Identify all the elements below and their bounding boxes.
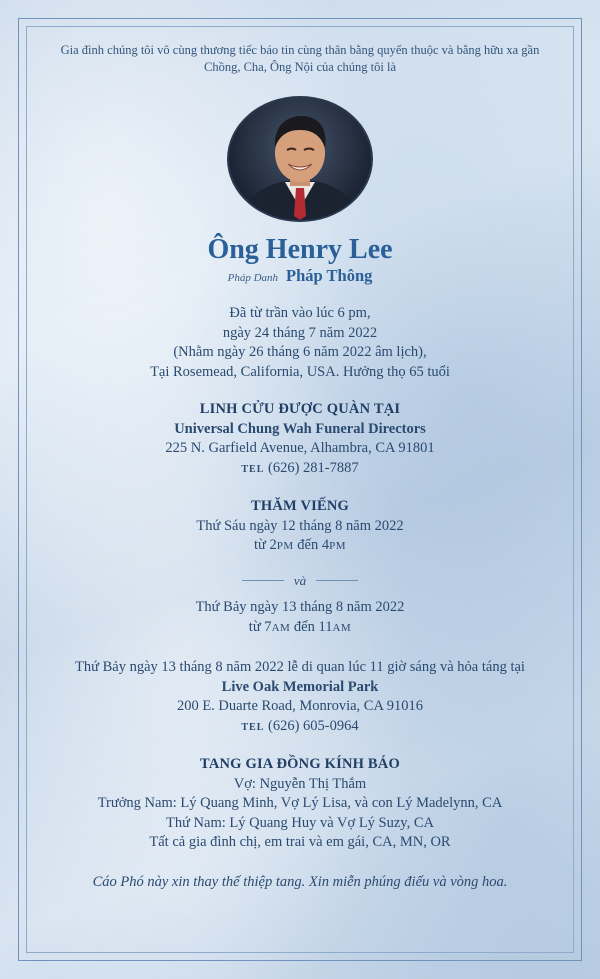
memorial-park-phone <box>30 717 570 738</box>
family-section <box>30 755 570 853</box>
family-heading: TANG GIA ĐỒNG KÍNH BÁO <box>200 756 400 772</box>
tel-number: (626) 281-7887 <box>268 459 359 476</box>
dharma-name-line <box>30 266 570 288</box>
visitation-time-2 <box>30 618 570 639</box>
family-wife: Vợ: Nguyễn Thị Thắm <box>233 775 367 792</box>
funeral-home-address: 225 N. Garfield Avenue, Alhambra, CA 91801 <box>165 440 435 456</box>
time-2-to: đến 11 <box>293 618 333 635</box>
dharma-name: Pháp Thông <box>286 266 373 285</box>
time-1-from-ampm: PM <box>276 540 294 552</box>
and-separator <box>30 571 570 591</box>
tel-label: TEL <box>241 463 265 475</box>
time-1-to: đến 4 <box>297 537 330 553</box>
intro-line-2: Chồng, Cha, Ông Nội của chúng tôi là <box>204 60 396 74</box>
viewing-place-section <box>30 400 570 479</box>
time-2-from: từ 7 <box>248 618 272 635</box>
passing-line-3: (Nhằm ngày 26 tháng 6 năm 2022 âm lịch), <box>173 344 427 360</box>
visitation-day-2: Thứ Bảy ngày 13 tháng 8 năm 2022 <box>195 599 405 615</box>
cremation-section <box>30 658 570 737</box>
passing-line-1: Đã từ trần vào lúc 6 pm, <box>229 305 371 321</box>
closing-note: Cáo Phó này xin thay thế thiệp tang. Xin miễn phúng điếu và vòng hoa. <box>92 873 508 890</box>
intro-line-1: Gia đình chúng tôi vô cùng thương tiếc báo tin cùng thân bằng quyến thuộc và bằng hữu xa gần <box>60 43 540 57</box>
family-others: Tất cả gia đình chị, em trai và em gái, CA, MN, OR <box>149 834 451 850</box>
separator-line-right <box>316 580 358 581</box>
dharma-prefix: Pháp Danh <box>227 272 279 284</box>
funeral-home-name: Universal Chung Wah Funeral Directors <box>174 420 426 437</box>
viewing-place-heading: LINH CỬU ĐƯỢC QUÀN TẠI <box>199 401 401 417</box>
tel-label: TEL <box>241 721 265 733</box>
passing-details <box>30 304 570 382</box>
visitation-time-1 <box>30 536 570 557</box>
visitation-day-1: Thứ Sáu ngày 12 tháng 8 năm 2022 <box>196 517 404 534</box>
portrait-photo <box>227 96 373 222</box>
intro-text <box>30 42 570 76</box>
cremation-line: Thứ Bảy ngày 13 tháng 8 năm 2022 lễ di quan lúc 11 giờ sáng và hỏa táng tại <box>75 659 525 675</box>
tel-number: (626) 605-0964 <box>268 717 359 734</box>
family-eldest-son: Trưởng Nam: Lý Quang Minh, Vợ Lý Lisa, và con Lý Madelynn, CA <box>97 795 503 811</box>
visitation-section <box>30 497 570 638</box>
memorial-park-address: 200 E. Duarte Road, Monrovia, CA 91016 <box>176 698 424 714</box>
family-son: Thứ Nam: Lý Quang Huy và Vợ Lý Suzy, CA <box>165 814 435 831</box>
time-2-from-ampm: AM <box>271 621 291 634</box>
separator-word: và <box>293 572 307 588</box>
separator-line-left <box>242 580 284 581</box>
time-1-from: từ 2 <box>253 537 277 553</box>
funeral-home-phone <box>30 459 570 480</box>
time-2-to-ampm: AM <box>332 621 352 634</box>
obituary-content <box>30 42 570 892</box>
passing-line-4: Tại Rosemead, California, USA. Hưởng thọ 65 tuổi <box>150 363 450 380</box>
visitation-heading: THĂM VIẾNG <box>250 498 349 514</box>
deceased-name: Ông Henry Lee <box>207 234 393 265</box>
memorial-park-name: Live Oak Memorial Park <box>221 678 379 695</box>
time-1-to-ampm: PM <box>329 540 346 552</box>
passing-line-2: ngày 24 tháng 7 năm 2022 <box>222 324 378 341</box>
